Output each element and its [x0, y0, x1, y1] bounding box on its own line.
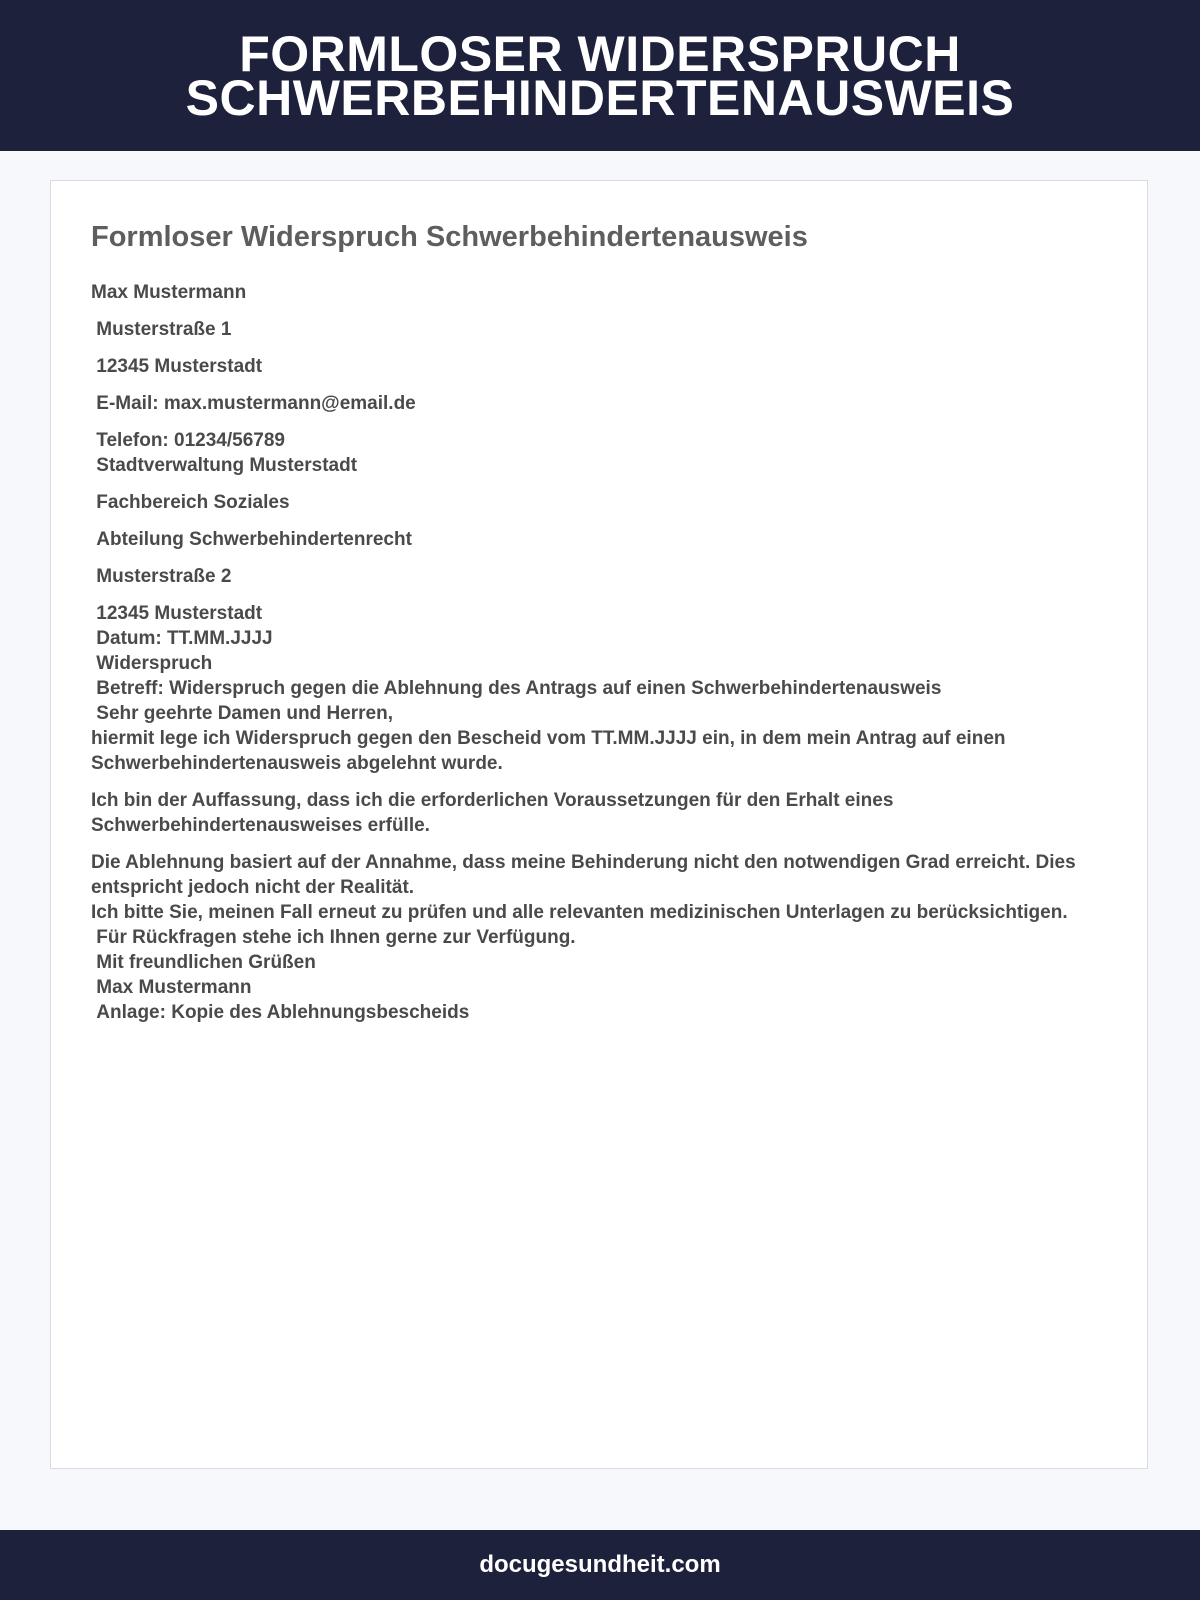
sender-phone: Telefon: 01234/56789: [91, 430, 285, 451]
letter-body: [91, 280, 1101, 1025]
document-card: [50, 180, 1148, 1469]
letter-attachment: Anlage: Kopie des Ablehnungsbescheids: [91, 1002, 470, 1023]
letter-questions: Für Rückfragen stehe ich Ihnen gerne zur Verfügung.: [91, 927, 576, 948]
letter-heading: Widerspruch: [91, 653, 213, 674]
letter-paragraph-2: Ich bin der Auffassung, dass ich die erforderlichen Voraussetzungen für den Erhalt eines Schwerbehindertenausweises erfülle.: [91, 790, 899, 836]
letter-subject: Betreff: Widerspruch gegen die Ablehnung des Antrags auf einen Schwerbehindertenausweis: [91, 678, 942, 699]
footer-bar: [0, 1530, 1200, 1600]
recipient-street: Musterstraße 2: [91, 566, 232, 587]
letter-salutation: Sehr geehrte Damen und Herren,: [91, 703, 393, 724]
sender-email: E-Mail: max.mustermann@email.de: [91, 393, 416, 414]
recipient-name: Stadtverwaltung Musterstadt: [91, 455, 358, 476]
document-title: Formloser Widerspruch Schwerbehindertenausweis: [91, 221, 808, 253]
letter-paragraph-1: hiermit lege ich Widerspruch gegen den Bescheid vom TT.MM.JJJJ ein, in dem mein Antrag auf einen Schwerbehindertenausweis abgelehnt wurde.: [91, 728, 1011, 774]
recipient-city: 12345 Musterstadt: [91, 603, 263, 624]
letter-signature: Max Mustermann: [91, 977, 252, 998]
letter-closing: Mit freundlichen Grüßen: [91, 952, 316, 973]
letter-date: Datum: TT.MM.JJJJ: [91, 628, 273, 649]
letter-paragraph-3: Die Ablehnung basiert auf der Annahme, dass meine Behinderung nicht den notwendigen Grad erreicht. Dies entspricht jedoch nicht der Realität.: [91, 852, 1081, 898]
recipient-division: Abteilung Schwerbehindertenrecht: [91, 529, 412, 550]
header-banner: [0, 0, 1200, 151]
sender-name: Max Mustermann: [91, 282, 247, 303]
footer-site-link[interactable]: docugesundheit.com: [479, 1551, 721, 1578]
letter-paragraph-4: Ich bitte Sie, meinen Fall erneut zu prüfen und alle relevanten medizinischen Unterlagen zu berücksichtigen.: [91, 902, 1068, 923]
sender-street: Musterstraße 1: [91, 319, 232, 340]
recipient-department: Fachbereich Soziales: [91, 492, 290, 513]
sender-city: 12345 Musterstadt: [91, 356, 263, 377]
banner-title: FORMLOSER WIDERSPRUCH SCHWERBEHINDERTENAUSWEIS: [185, 25, 1015, 126]
